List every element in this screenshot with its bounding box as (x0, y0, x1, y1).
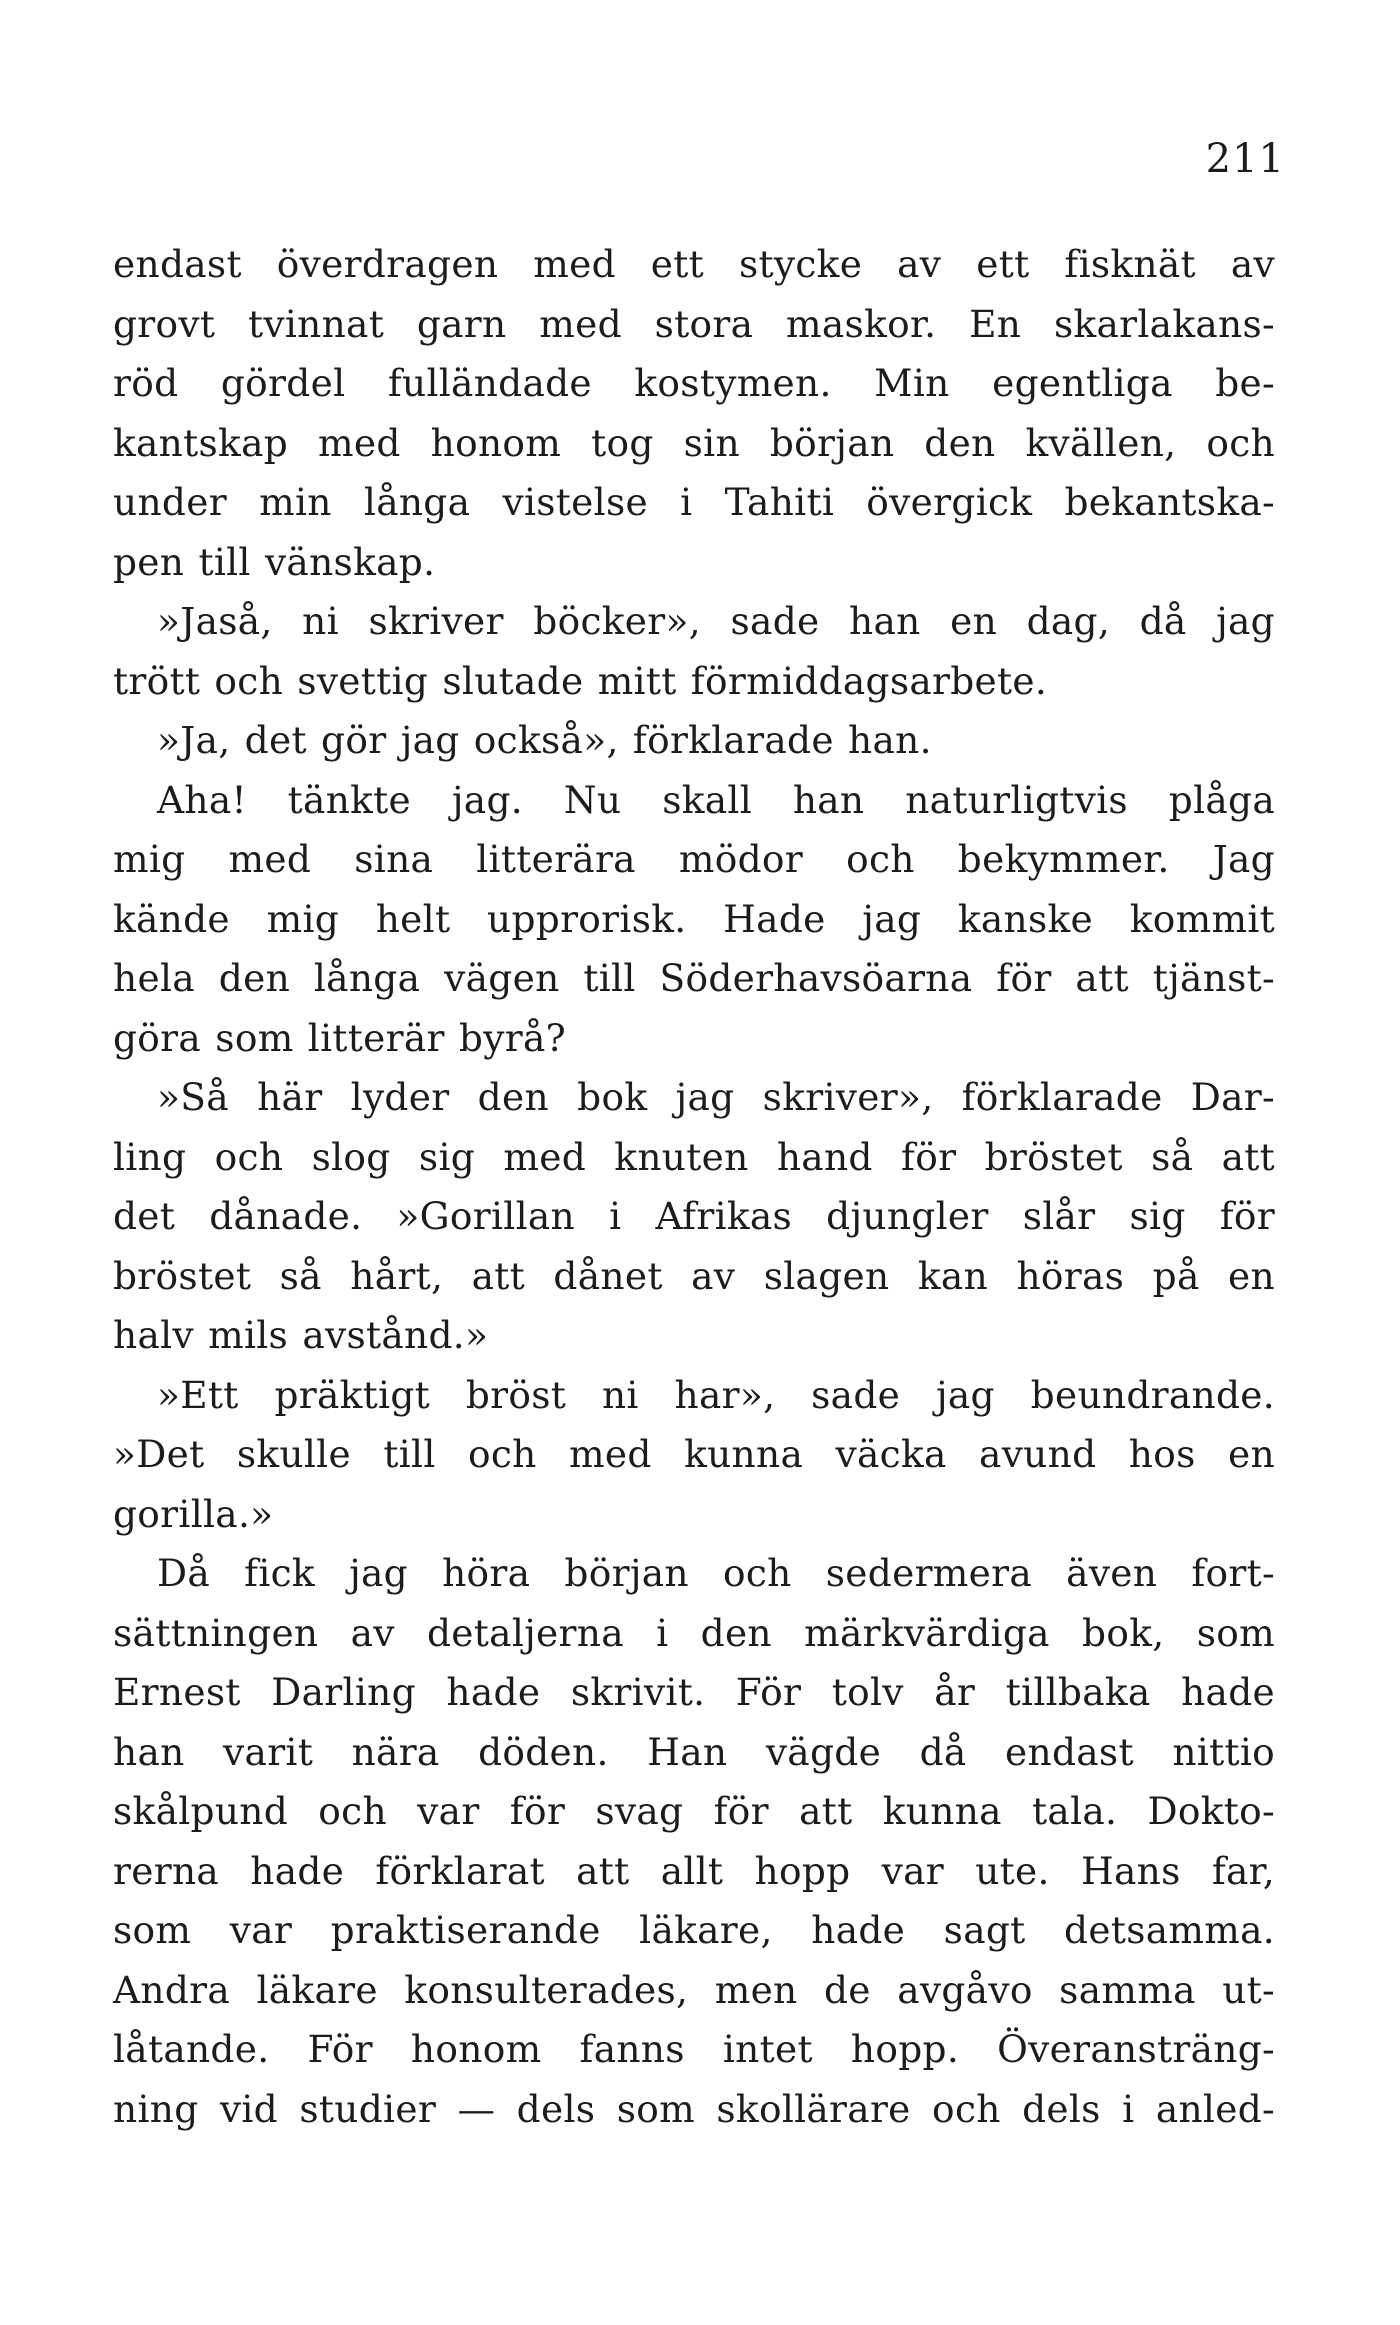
text-line: mig med sina litterära mödor och bekymmer. Jag (113, 837, 1275, 881)
text-line: göra som litterär byrå? (113, 1015, 567, 1060)
page-number: 211 (1205, 136, 1285, 182)
text-line: trött och svettig slutade mitt förmiddagsarbete. (113, 658, 1048, 703)
text-line: under min långa vistelse i Tahiti övergick bekantska- (113, 480, 1275, 524)
text-line: röd gördel fulländade kostymen. Min egentliga be- (113, 361, 1275, 405)
text-line: han varit nära döden. Han vägde då endast nittio (113, 1729, 1275, 1774)
text-line: rerna hade förklarat att allt hopp var ute. Hans far, (113, 1848, 1275, 1893)
text-line: kände mig helt upprorisk. Hade jag kanske kommit (113, 896, 1275, 941)
text-line: »Det skulle till och med kunna väcka avund hos en (113, 1432, 1275, 1476)
text-line: det dånade. »Gorillan i Afrikas djungler slår sig för (113, 1194, 1275, 1238)
text-line: »Ja, det gör jag också», förklarade han. (157, 718, 932, 762)
text-line: halv mils avstånd.» (113, 1313, 489, 1357)
text-line: »Så här lyder den bok jag skriver», förklarade Dar- (157, 1075, 1275, 1119)
text-line: ling och slog sig med knuten hand för bröstet så att (113, 1134, 1275, 1179)
text-line: skålpund och var för svag för att kunna tala. Dokto- (113, 1789, 1275, 1833)
text-line: låtande. För honom fanns intet hopp. Överansträng- (113, 2027, 1275, 2071)
text-line: som var praktiserande läkare, hade sagt detsamma. (113, 1908, 1275, 1952)
text-line: ning vid studier — dels som skollärare och dels i anled- (113, 2086, 1275, 2131)
text-line: gorilla.» (113, 1491, 274, 1536)
text-line: Ernest Darling hade skrivit. För tolv år tillbaka hade (113, 1670, 1275, 1714)
text-line: bröstet så hårt, att dånet av slagen kan höras på en (113, 1253, 1275, 1298)
text-line: kantskap med honom tog sin början den kvällen, och (113, 420, 1275, 465)
text-line: pen till vänskap. (113, 539, 436, 584)
text-line: Då fick jag höra början och sedermera även fort- (157, 1551, 1275, 1595)
text-line: endast överdragen med ett stycke av ett fisknät av (113, 242, 1275, 286)
text-line: »Ett präktigt bröst ni har», sade jag beundrande. (157, 1372, 1275, 1417)
text-line: grovt tvinnat garn med stora maskor. En skarlakans- (113, 301, 1275, 346)
body-text (113, 235, 1275, 2139)
text-line: Aha! tänkte jag. Nu skall han naturligtvis plåga (157, 777, 1275, 822)
text-line: »Jaså, ni skriver böcker», sade han en dag, då jag (157, 599, 1275, 643)
text-line: Andra läkare konsulterades, men de avgåvo samma ut- (113, 1967, 1275, 2012)
text-line: sättningen av detaljerna i den märkvärdiga bok, som (113, 1610, 1275, 1655)
text-line: hela den långa vägen till Söderhavsöarna för att tjänst- (113, 956, 1275, 1000)
